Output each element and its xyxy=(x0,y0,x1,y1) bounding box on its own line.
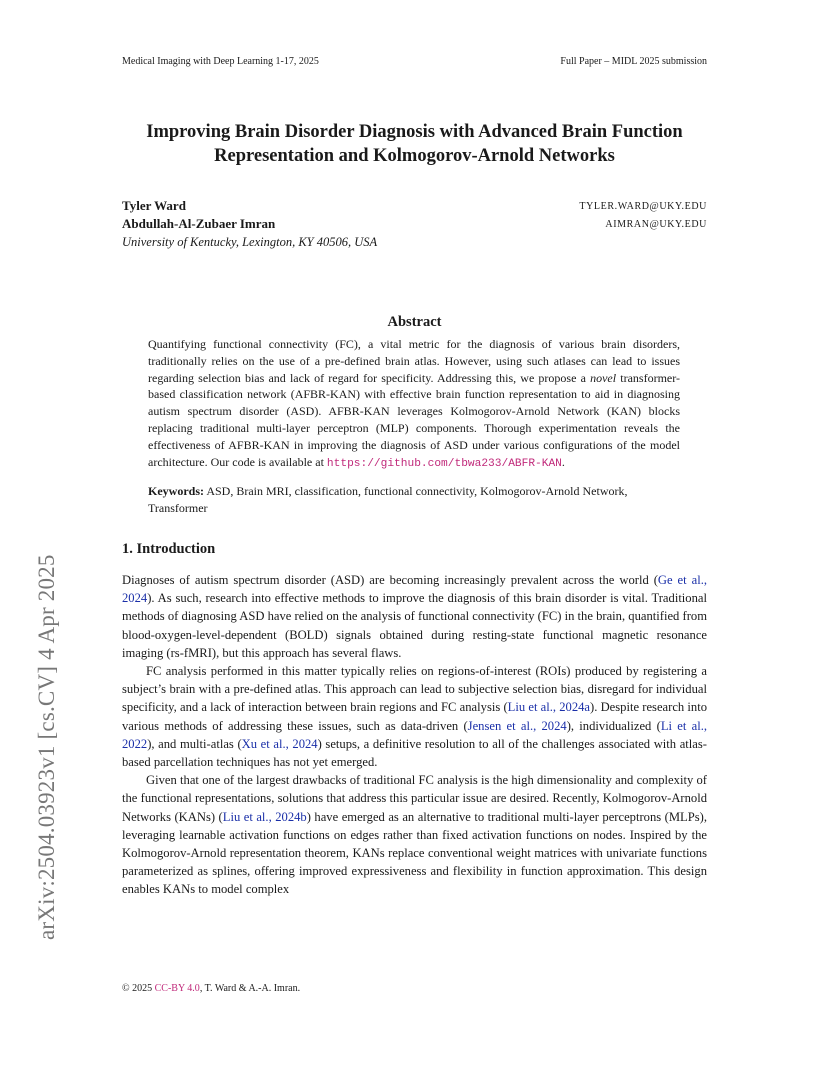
keywords-text: ASD, Brain MRI, classification, functional connectivity, Kolmogorov-Arnold Network, Transformer xyxy=(148,484,628,515)
citation-link[interactable]: Ge et al., 2024 xyxy=(122,573,707,606)
author-email[interactable]: TYLER.WARD@UKY.EDU xyxy=(579,201,707,212)
footer-text: , T. Ward & A.-A. Imran. xyxy=(199,983,301,994)
paragraph-text: ). As such, research into effective methods to improve the diagnosis of this brain disorder is vital. Traditional methods of diagnosing ASD have relied on the analysis of functional connectivity (FC) in the brain, quantified from blood-oxygen-level-dependent (BOLD) signals obtained during resting-state functional magnetic resonance imaging (rs-fMRI), but this approach has several flaws. xyxy=(122,591,707,660)
affiliation: University of Kentucky, Lexington, KY 40506, USA xyxy=(122,235,378,249)
author-email[interactable]: AIMRAN@UKY.EDU xyxy=(605,219,707,230)
running-header-left: Medical Imaging with Deep Learning 1-17, 2025 xyxy=(122,56,319,67)
abstract-text: . xyxy=(561,454,565,469)
section-body xyxy=(122,571,707,899)
keywords xyxy=(148,483,680,517)
keywords-label: Keywords: xyxy=(148,484,204,498)
abstract-heading: Abstract xyxy=(387,314,442,330)
paragraph xyxy=(122,662,707,771)
license-link[interactable]: CC-BY 4.0 xyxy=(154,983,200,994)
author-name: Abdullah-Al-Zubaer Imran xyxy=(122,216,276,231)
abstract-emphasis: novel xyxy=(590,370,617,385)
arxiv-stamp: arXiv:2504.03923v1 [cs.CV] 4 Apr 2025 xyxy=(34,554,59,940)
paper-title: Improving Brain Disorder Diagnosis with Advanced Brain Function Representation and Kolmogorov-Arnold Networks xyxy=(146,122,683,166)
citation-link[interactable]: Li et al., 2022 xyxy=(122,718,707,751)
paragraph-text: ) have emerged as an alternative to traditional multi-layer perceptrons (MLPs), leveraging learnable activation functions on edges rather than fixed activation functions on nodes. Inspired by the Kolmogorov-Arnold representation theorem, KANs replace conventional weight matrices with univariate functions parameterized as splines, offering improved expressiveness and flexibility in function approximation. This design enables KANs to model complex xyxy=(122,809,707,897)
citation-link[interactable]: Jensen et al., 2024 xyxy=(467,718,567,733)
paragraph-text: ), and multi-atlas ( xyxy=(147,736,242,751)
footer-text: © 2025 xyxy=(122,983,155,994)
paragraph-text: Given that one of the largest drawbacks of traditional FC analysis is the high dimensionality and complexity of the functional representations, solutions that address this particular issue are desired. Recently, Kolmogorov-Arnold Networks (KANs) ( xyxy=(122,773,707,824)
abstract-body xyxy=(148,336,680,472)
citation-link[interactable]: Liu et al., 2024b xyxy=(222,809,307,824)
paragraph-text: Diagnoses of autism spectrum disorder (ASD) are becoming increasingly prevalent across the world ( xyxy=(122,573,658,587)
author-name: Tyler Ward xyxy=(122,198,186,213)
abstract-text: transformer-based classification network (AFBR-KAN) with effective brain function representation to aid in diagnosing autism spectrum disorder (ASD). AFBR-KAN leverages Kolmogorov-Arnold Network (KAN) blocks replacing traditional multi-layer perceptron (MLP) components. Thorough experimentation reveals the effectiveness of AFBR-KAN in improving the diagnosis of ASD under various configurations of the model architecture. Our code is available at xyxy=(148,370,680,469)
paragraph xyxy=(122,771,707,898)
running-header-right: Full Paper – MIDL 2025 submission xyxy=(560,56,707,67)
citation-link[interactable]: Xu et al., 2024 xyxy=(241,736,318,751)
section-heading: 1. Introduction xyxy=(122,541,216,557)
paragraph-text: FC analysis performed in this matter typically relies on regions-of-interest (ROIs) produced by registering a subject’s brain with a pre-defined atlas. This approach can lead to subjective selection bias, disregard for individual specificity, and a lack of interaction between brain regions and FC analysis ( xyxy=(122,664,707,715)
code-link[interactable]: https://github.com/tbwa233/ABFR-KAN xyxy=(326,457,562,470)
paragraph-text: ). Despite research into various methods of addressing these issues, such as data-driven ( xyxy=(122,700,708,733)
citation-link[interactable]: Liu et al., 2024a xyxy=(507,700,591,715)
paragraph-text: ) setups, a definitive resolution to all of the challenges associated with atlas-based parcellation techniques has not yet emerged. xyxy=(122,736,707,770)
abstract-text: Quantifying functional connectivity (FC), a vital metric for the diagnosis of various brain disorders, traditionally relies on the use of a pre-defined brain atlas. However, using such atlases can lead to issues regarding selection bias and lack of regard for specificity. Addressing this, we propose a xyxy=(148,337,680,385)
copyright-footer xyxy=(122,983,300,994)
paragraph-text: ), individualized ( xyxy=(566,718,661,733)
paragraph xyxy=(122,571,707,662)
